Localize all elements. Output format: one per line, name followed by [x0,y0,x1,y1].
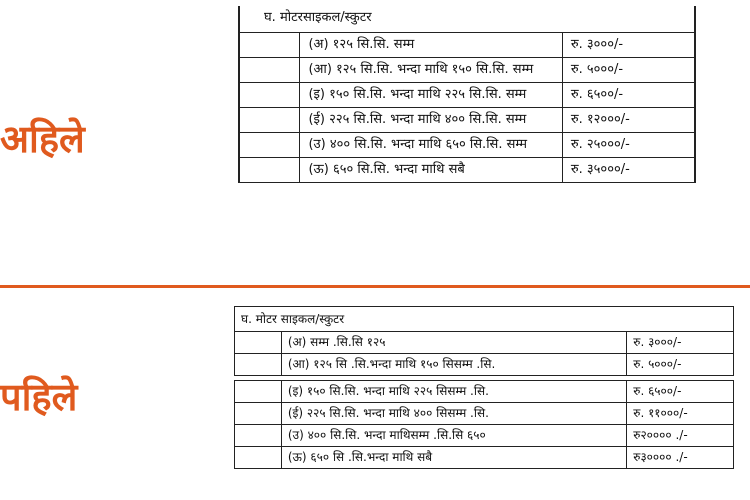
row-rate: रु. ५०००/- [627,354,734,376]
row-desc: (ऊ) ६५० सि.सि. भन्दा माथि सबै [300,158,562,183]
row-desc: (ऊ) ६५० सि .सि.भन्दा माथि सबै [281,447,626,469]
table-row [239,83,695,108]
row-desc: (आ) १२५ सि.सि. भन्दा माथि १५० सि.सि. सम्म [300,58,562,83]
table-row [235,447,734,469]
row-rate: रु२०००० ./- [627,425,734,447]
table-header: घ. मोटर साइकल/स्कुटर [235,307,734,332]
table-row [239,133,695,158]
table-header-row [239,6,695,33]
table-header: घ. मोटरसाइकल/स्कुटर [239,6,695,33]
row-desc: (आ) १२५ सि .सि.भन्दा माथि १५० सिसम्म .सि. [281,354,626,376]
table-row [235,381,734,403]
table-row [239,58,695,83]
row-rate: रु. ६५००/- [627,381,734,403]
row-rate: रु. १२०००/- [562,108,695,133]
row-desc: (ई) २२५ सि.सि. भन्दा माथि ४०० सि.सि. सम्म [300,108,562,133]
row-desc: (ई) २२५ सि.सि. भन्दा माथि ४०० सिसम्म .सि. [281,403,626,425]
row-rate: रु. ५०००/- [562,58,695,83]
label-now: अहिले [0,117,85,161]
divider-line [0,285,750,288]
table-row [235,332,734,354]
table-header-row [235,307,734,332]
row-rate: रु३०००० ./- [627,447,734,469]
label-before: पहिले [0,375,78,419]
table-row [235,403,734,425]
table-row [235,425,734,447]
row-desc: (इ) १५० सि.सि. भन्दा माथि २२५ सि.सि. सम्म [300,83,562,108]
row-desc: (अ) सम्म .सि.सि १२५ [281,332,626,354]
row-rate: रु. ३०००/- [562,33,695,58]
row-desc: (उ) ४०० सि.सि. भन्दा माथिसम्म .सि.सि ६५० [281,425,626,447]
row-rate: रु. ३०००/- [627,332,734,354]
table-row [239,158,695,183]
new-rate-table [238,6,696,183]
row-desc: (उ) ४०० सि.सि. भन्दा माथि ६५० सि.सि. सम्म [300,133,562,158]
old-rate-table [234,306,734,469]
row-desc: (अ) १२५ सि.सि. सम्म [300,33,562,58]
row-rate: रु. २५०००/- [562,133,695,158]
table-row [239,108,695,133]
table-row [239,33,695,58]
table-row [235,354,734,376]
row-desc: (इ) १५० सि.सि. भन्दा माथि २२५ सिसम्म .सि. [281,381,626,403]
row-rate: रु. ११०००/- [627,403,734,425]
row-rate: रु. ६५००/- [562,83,695,108]
row-rate: रु. ३५०००/- [562,158,695,183]
